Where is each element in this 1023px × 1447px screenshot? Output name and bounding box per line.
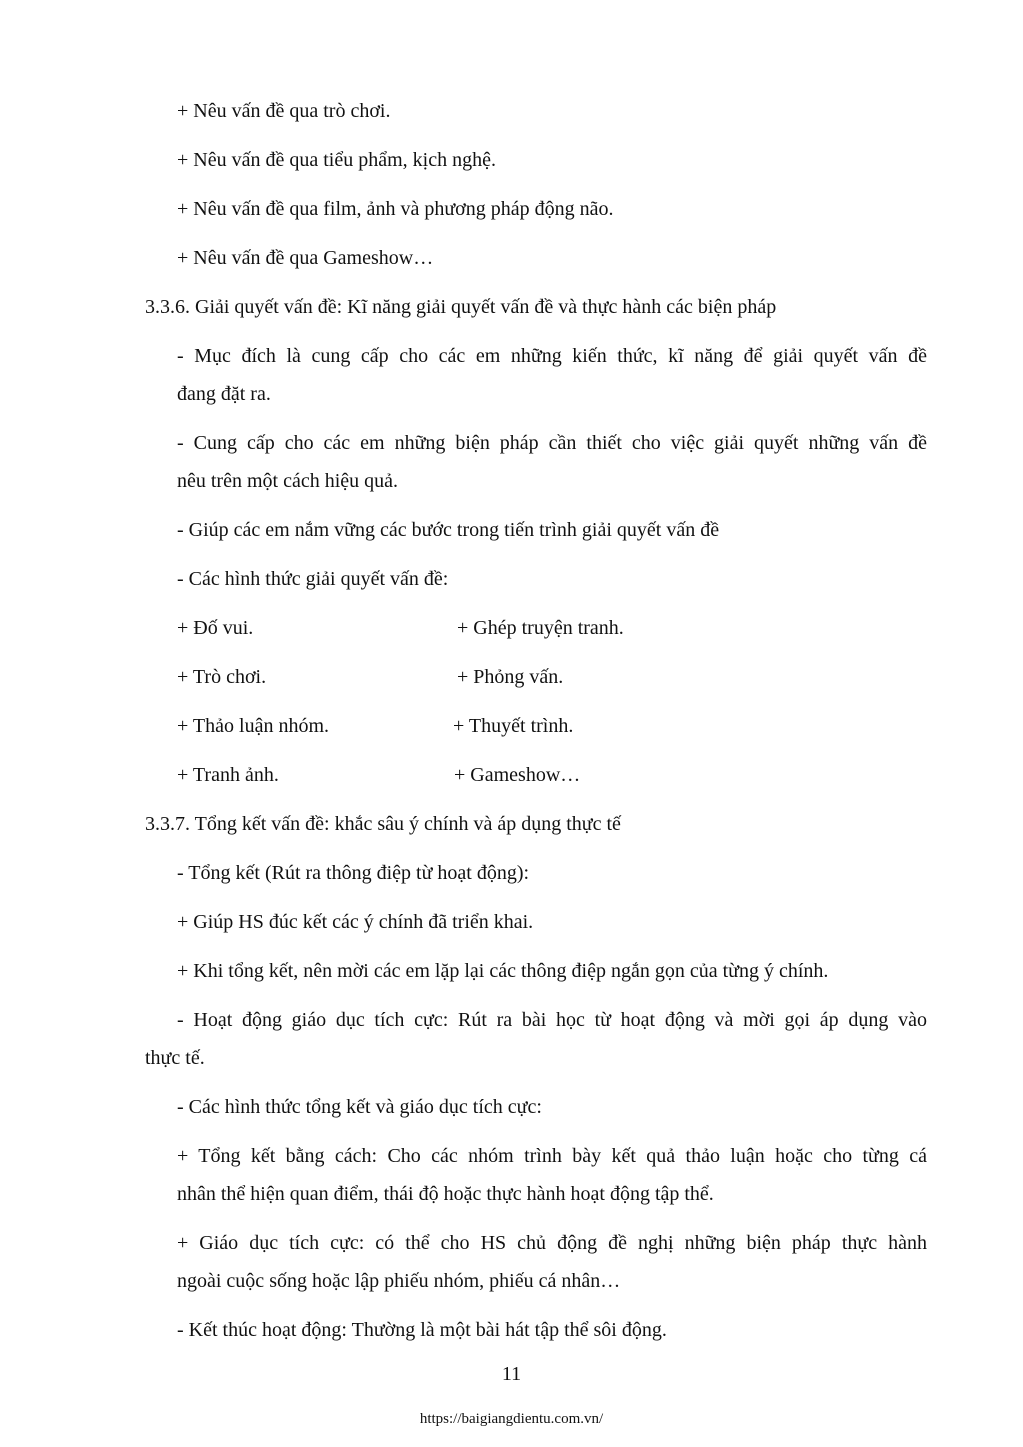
bullet-line: ngoài cuộc sống hoặc lập phiếu nhóm, phiếu cá nhân… [177,1270,621,1292]
page-number: 11 [501,1363,522,1385]
bullet-line: + Khi tổng kết, nên mời các em lặp lại các thông điệp ngắn gọn của từng ý chính. [177,960,829,982]
paragraph-line: thực tế. [145,1047,205,1069]
bullet-line: + Nêu vấn đề qua Gameshow… [177,247,434,269]
form-item-left: + Thảo luận nhóm. [177,715,330,737]
paragraph-line: - Hoạt động giáo dục tích cực: Rút ra bài học từ hoạt động và mời gọi áp dụng vào [177,1009,927,1031]
form-item-left: + Trò chơi. [177,666,267,688]
bullet-line: + Giúp HS đúc kết các ý chính đã triển khai. [177,911,534,933]
form-item-right: + Phỏng vấn. [457,666,564,688]
form-item-right: + Ghép truyện tranh. [457,617,624,639]
bullet-line: + Giáo dục tích cực: có thể cho HS chủ động đề nghị những biện pháp thực hành [177,1232,927,1254]
paragraph-line: nêu trên một cách hiệu quả. [177,470,399,492]
paragraph-line: - Kết thúc hoạt động: Thường là một bài hát tập thể sôi động. [177,1319,667,1341]
paragraph-line: đang đặt ra. [177,383,271,405]
paragraph-line: - Các hình thức giải quyết vấn đề: [177,568,449,590]
footer-url[interactable]: https://baigiangdientu.com.vn/ [419,1411,604,1427]
paragraph-line: - Các hình thức tổng kết và giáo dục tích cực: [177,1096,542,1118]
form-item-left: + Đố vui. [177,617,254,639]
bullet-line: nhân thể hiện quan điểm, thái độ hoặc thực hành hoạt động tập thể. [177,1183,714,1205]
form-item-right: + Thuyết trình. [453,715,574,737]
paragraph-line: - Mục đích là cung cấp cho các em những kiến thức, kĩ năng để giải quyết vấn đề [177,345,927,367]
bullet-line: + Tổng kết bằng cách: Cho các nhóm trình bày kết quả thảo luận hoặc cho từng cá [177,1145,927,1167]
bullet-line: + Nêu vấn đề qua film, ảnh và phương pháp động não. [177,198,614,220]
bullet-line: + Nêu vấn đề qua tiểu phẩm, kịch nghệ. [177,149,496,171]
section-heading-3-3-7: 3.3.7. Tổng kết vấn đề: khắc sâu ý chính và áp dụng thực tế [145,813,621,835]
section-heading-3-3-6: 3.3.6. Giải quyết vấn đề: Kĩ năng giải quyết vấn đề và thực hành các biện pháp [145,296,777,318]
paragraph-line: - Giúp các em nắm vững các bước trong tiến trình giải quyết vấn đề [177,519,720,541]
form-item-right: + Gameshow… [454,764,581,786]
paragraph-line: - Tổng kết (Rút ra thông điệp từ hoạt động): [177,862,530,884]
paragraph-line: - Cung cấp cho các em những biện pháp cần thiết cho việc giải quyết những vấn đề [177,432,927,454]
bullet-line: + Nêu vấn đề qua trò chơi. [177,100,391,122]
form-item-left: + Tranh ảnh. [177,764,279,786]
